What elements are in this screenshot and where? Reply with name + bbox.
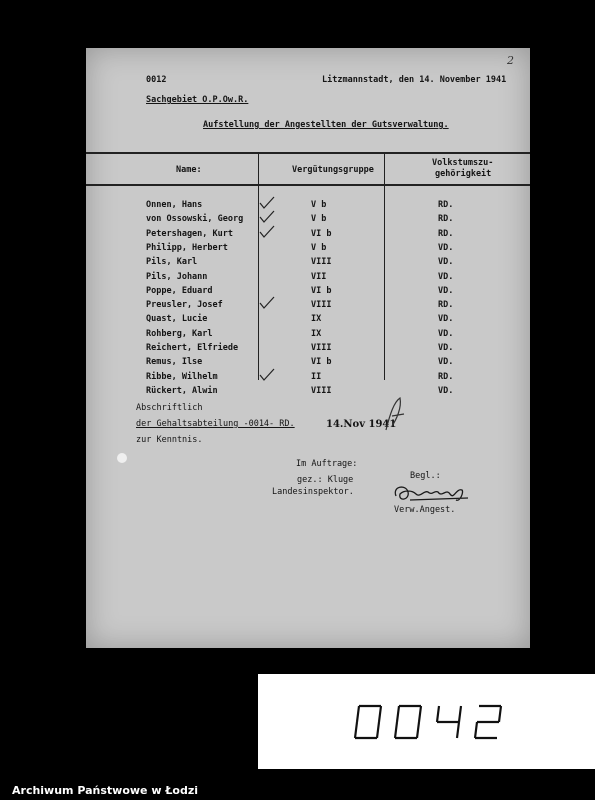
copy-note-line-3: zur Kenntnis. <box>136 435 203 445</box>
copy-note-line-1: Abschriftlich <box>136 403 203 413</box>
table-row <box>86 200 530 213</box>
table-row <box>86 372 530 385</box>
ethnic-status: VD. <box>438 271 454 282</box>
ethnic-status: RD. <box>438 228 454 239</box>
place-date: Litzmannstadt, den 14. November 1941 <box>322 75 507 85</box>
counter-digit <box>437 706 461 738</box>
pay-grade: II <box>311 371 322 382</box>
initials-mark <box>382 394 408 434</box>
pay-grade: VI b <box>311 228 332 239</box>
signed-name: gez.: Kluge <box>297 475 354 485</box>
pay-grade: V b <box>311 242 327 253</box>
certifier-role: Verw.Angest. <box>394 505 456 515</box>
ethnic-status: VD. <box>438 314 454 325</box>
ethnic-status: VD. <box>438 357 454 368</box>
archive-caption: Archiwum Państwowe w Łodzi <box>12 784 199 797</box>
employee-name: Quast, Lucie <box>146 314 208 325</box>
employee-name: Ribbe, Wilhelm <box>146 371 218 382</box>
table-row <box>86 343 530 356</box>
frame-counter-digits <box>347 702 507 742</box>
received-date-stamp: 14.Nov 1941 <box>326 419 397 430</box>
column-header-grade: Vergütungsgruppe <box>292 165 374 175</box>
pay-grade: V b <box>311 200 327 210</box>
table-row <box>86 300 530 313</box>
checkmark-icon <box>258 210 276 224</box>
ethnic-status: VD. <box>438 285 454 296</box>
page-number: 2 <box>507 54 514 67</box>
checkmark-icon <box>258 296 276 310</box>
pay-grade: VI b <box>311 285 332 296</box>
table-row <box>86 272 530 285</box>
employee-name: Pils, Johann <box>146 271 208 282</box>
pay-grade: IX <box>311 314 322 325</box>
ethnic-status: VD. <box>438 242 454 253</box>
ethnic-status: RD. <box>438 371 454 382</box>
ethnic-status: RD. <box>438 214 454 225</box>
table-row <box>86 243 530 256</box>
ethnic-status: RD. <box>438 200 454 210</box>
counter-digit <box>355 706 381 738</box>
employee-name: Preusler, Josef <box>146 300 223 311</box>
pay-grade: VIII <box>311 343 332 353</box>
checkmark-icon <box>258 368 276 382</box>
pay-grade: VII <box>311 271 327 282</box>
employee-name: Rückert, Alwin <box>146 385 218 396</box>
table-top-rule <box>86 152 530 154</box>
pay-grade: V b <box>311 214 327 225</box>
pay-grade: IX <box>311 328 322 339</box>
handwritten-signature <box>390 482 474 506</box>
table-row <box>86 386 530 399</box>
signatory-title: Landesinspektor. <box>272 487 354 497</box>
ethnic-status: VD. <box>438 343 454 353</box>
counter-digit <box>475 706 501 738</box>
employee-name: Poppe, Eduard <box>146 285 213 296</box>
department-heading: Sachgebiet O.P.Ow.R. <box>146 95 249 105</box>
employee-name: Petershagen, Kurt <box>146 228 233 239</box>
column-header-volk-2: gehörigkeit <box>435 169 492 179</box>
employee-name: Philipp, Herbert <box>146 242 228 253</box>
column-header-volk-1: Volkstumszu- <box>432 158 494 168</box>
employee-name: Reichert, Elfriede <box>146 343 239 353</box>
checkmark-icon <box>258 196 276 210</box>
employee-name: Rohberg, Karl <box>146 328 213 339</box>
employee-name: von Ossowski, Georg <box>146 214 244 225</box>
document-page <box>86 48 530 648</box>
on-behalf-label: Im Auftrage: <box>296 459 358 469</box>
pay-grade: VIII <box>311 300 332 311</box>
table-row <box>86 229 530 242</box>
employee-name: Pils, Karl <box>146 257 198 268</box>
ethnic-status: VD. <box>438 328 454 339</box>
table-row <box>86 329 530 342</box>
document-reference: 0012 <box>146 75 167 85</box>
pay-grade: VIII <box>311 385 332 396</box>
counter-digit <box>395 706 421 738</box>
document-title: Aufstellung der Angestellten der Gutsverwaltung. <box>203 120 449 130</box>
checkmark-icon <box>258 225 276 239</box>
employee-name: Remus, Ilse <box>146 357 203 368</box>
table-row <box>86 257 530 270</box>
employee-name: Onnen, Hans <box>146 200 203 210</box>
pay-grade: VIII <box>311 257 332 268</box>
ethnic-status: VD. <box>438 257 454 268</box>
table-row <box>86 357 530 370</box>
table-header-rule <box>86 184 530 186</box>
pay-grade: VI b <box>311 357 332 368</box>
column-header-name: Name: <box>176 165 202 175</box>
ethnic-status: VD. <box>438 385 454 396</box>
copy-note-line-2: der Gehaltsabteilung -0014- RD. <box>136 419 295 429</box>
certified-label: Begl.: <box>410 471 441 481</box>
table-row <box>86 214 530 227</box>
frame-counter <box>258 674 595 769</box>
punch-hole <box>117 453 127 463</box>
ethnic-status: RD. <box>438 300 454 311</box>
table-row <box>86 314 530 327</box>
table-row <box>86 286 530 299</box>
